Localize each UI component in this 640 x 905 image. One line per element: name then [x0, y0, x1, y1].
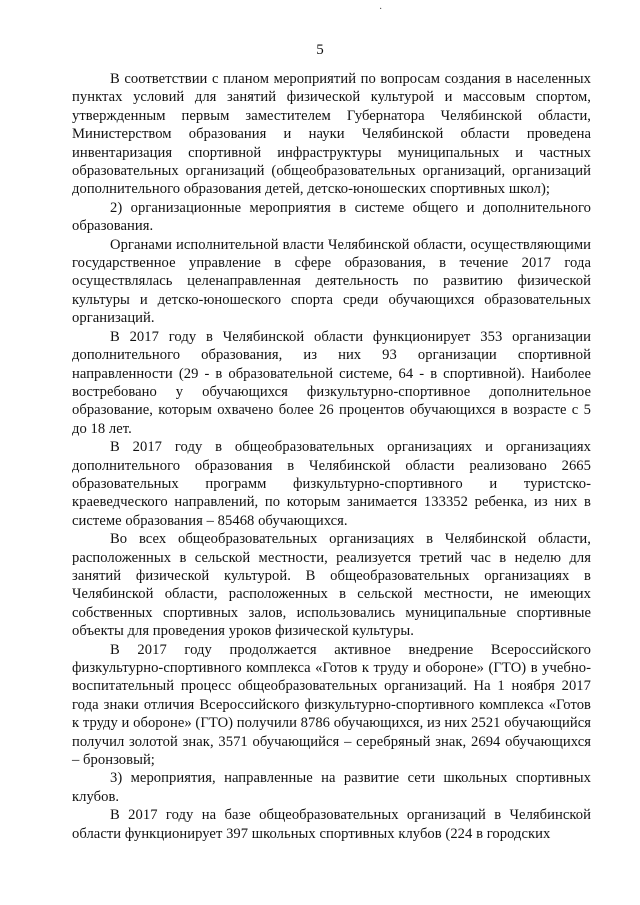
- scan-dot: ·: [379, 4, 383, 15]
- paragraph-executive-bodies: Органами исполнительной власти Челябинской области, осуществляющими государственное управление в сфере образования, в течение 2017 года осуществлялась целенаправленная деятельность по развитию физической культуры и детско-юношеского спорта среди обучающихся образовательных организаций.: [72, 236, 591, 327]
- paragraph-rural-schools: Во всех общеобразовательных организациях в Челябинской области, расположенных в сельской местности, реализуется третий час в неделю для занятий физической культурой. В общеобразовательных организациях в Челябинской области, расположенных в сельской местности, не имеющих собственных спортивных залов, использовались муниципальные спортивные объекты для проведения уроков физической культуры.: [72, 531, 591, 640]
- page-number: 5: [316, 42, 324, 58]
- document-body: [72, 70, 591, 843]
- paragraph-inventory: В соответствии с планом мероприятий по вопросам создания в населенных пунктах условий для занятий физической культурой и массовым спортом, утвержденным первым заместителем Губернатора Челябинской области, Министерством образования и науки Челябинской области проведена инвентаризация спортивной инфраструктуры муниципальных и частных образовательных организаций (общеобразовательных организаций, организаций дополнительного образования детей, детско-юношеских спортивных школ);: [72, 71, 591, 198]
- paragraph-additional-education: В 2017 году в Челябинской области функционирует 353 организации дополнительного образования, из них 93 организации спортивной направленности (29 - в образовательной системе, 64 - в спортивной). Наиболее востребовано у обучающихся физкультурно-спортивное дополнительное образование, которым охвачено более 26 процентов обучающихся в возрасте с 5 до 18 лет.: [72, 328, 591, 437]
- paragraph-programs: В 2017 году в общеобразовательных организациях и организациях дополнительного образования в Челябинской области реализовано 2665 образовательных программ физкультурно-спортивного и туристско-краеведческого направлений, по которым занимается 133352 ребенка, из них в системе образования – 85468 обучающихся.: [72, 439, 591, 529]
- paragraph-organizational-measures: 2) организационные мероприятия в системе общего и дополнительного образования.: [72, 199, 591, 235]
- paragraph-sports-clubs-measures: 3) мероприятия, направленные на развитие сети школьных спортивных клубов.: [72, 770, 591, 805]
- paragraph-gto: В 2017 году продолжается активное внедрение Всероссийского физкультурно-спортивного комплекса «Готов к труду и обороне» (ГТО) в учебно-воспитательный процесс общеобразовательных организаций. На 1 ноября 2017 года знаки отличия Всероссийского физкультурно-спортивного комплекса «Готов к труду и обороне» (ГТО) получили 8786 обучающихся, из них 2521 обучающийся получил золотой знак, 3571 обучающийся – серебряный знак, 2694 обучающихся – бронзовый;: [72, 641, 591, 769]
- paragraph-sports-clubs-count: В 2017 году на базе общеобразовательных организаций в Челябинской области функционирует 397 школьных спортивных клубов (224 в городских: [72, 807, 591, 842]
